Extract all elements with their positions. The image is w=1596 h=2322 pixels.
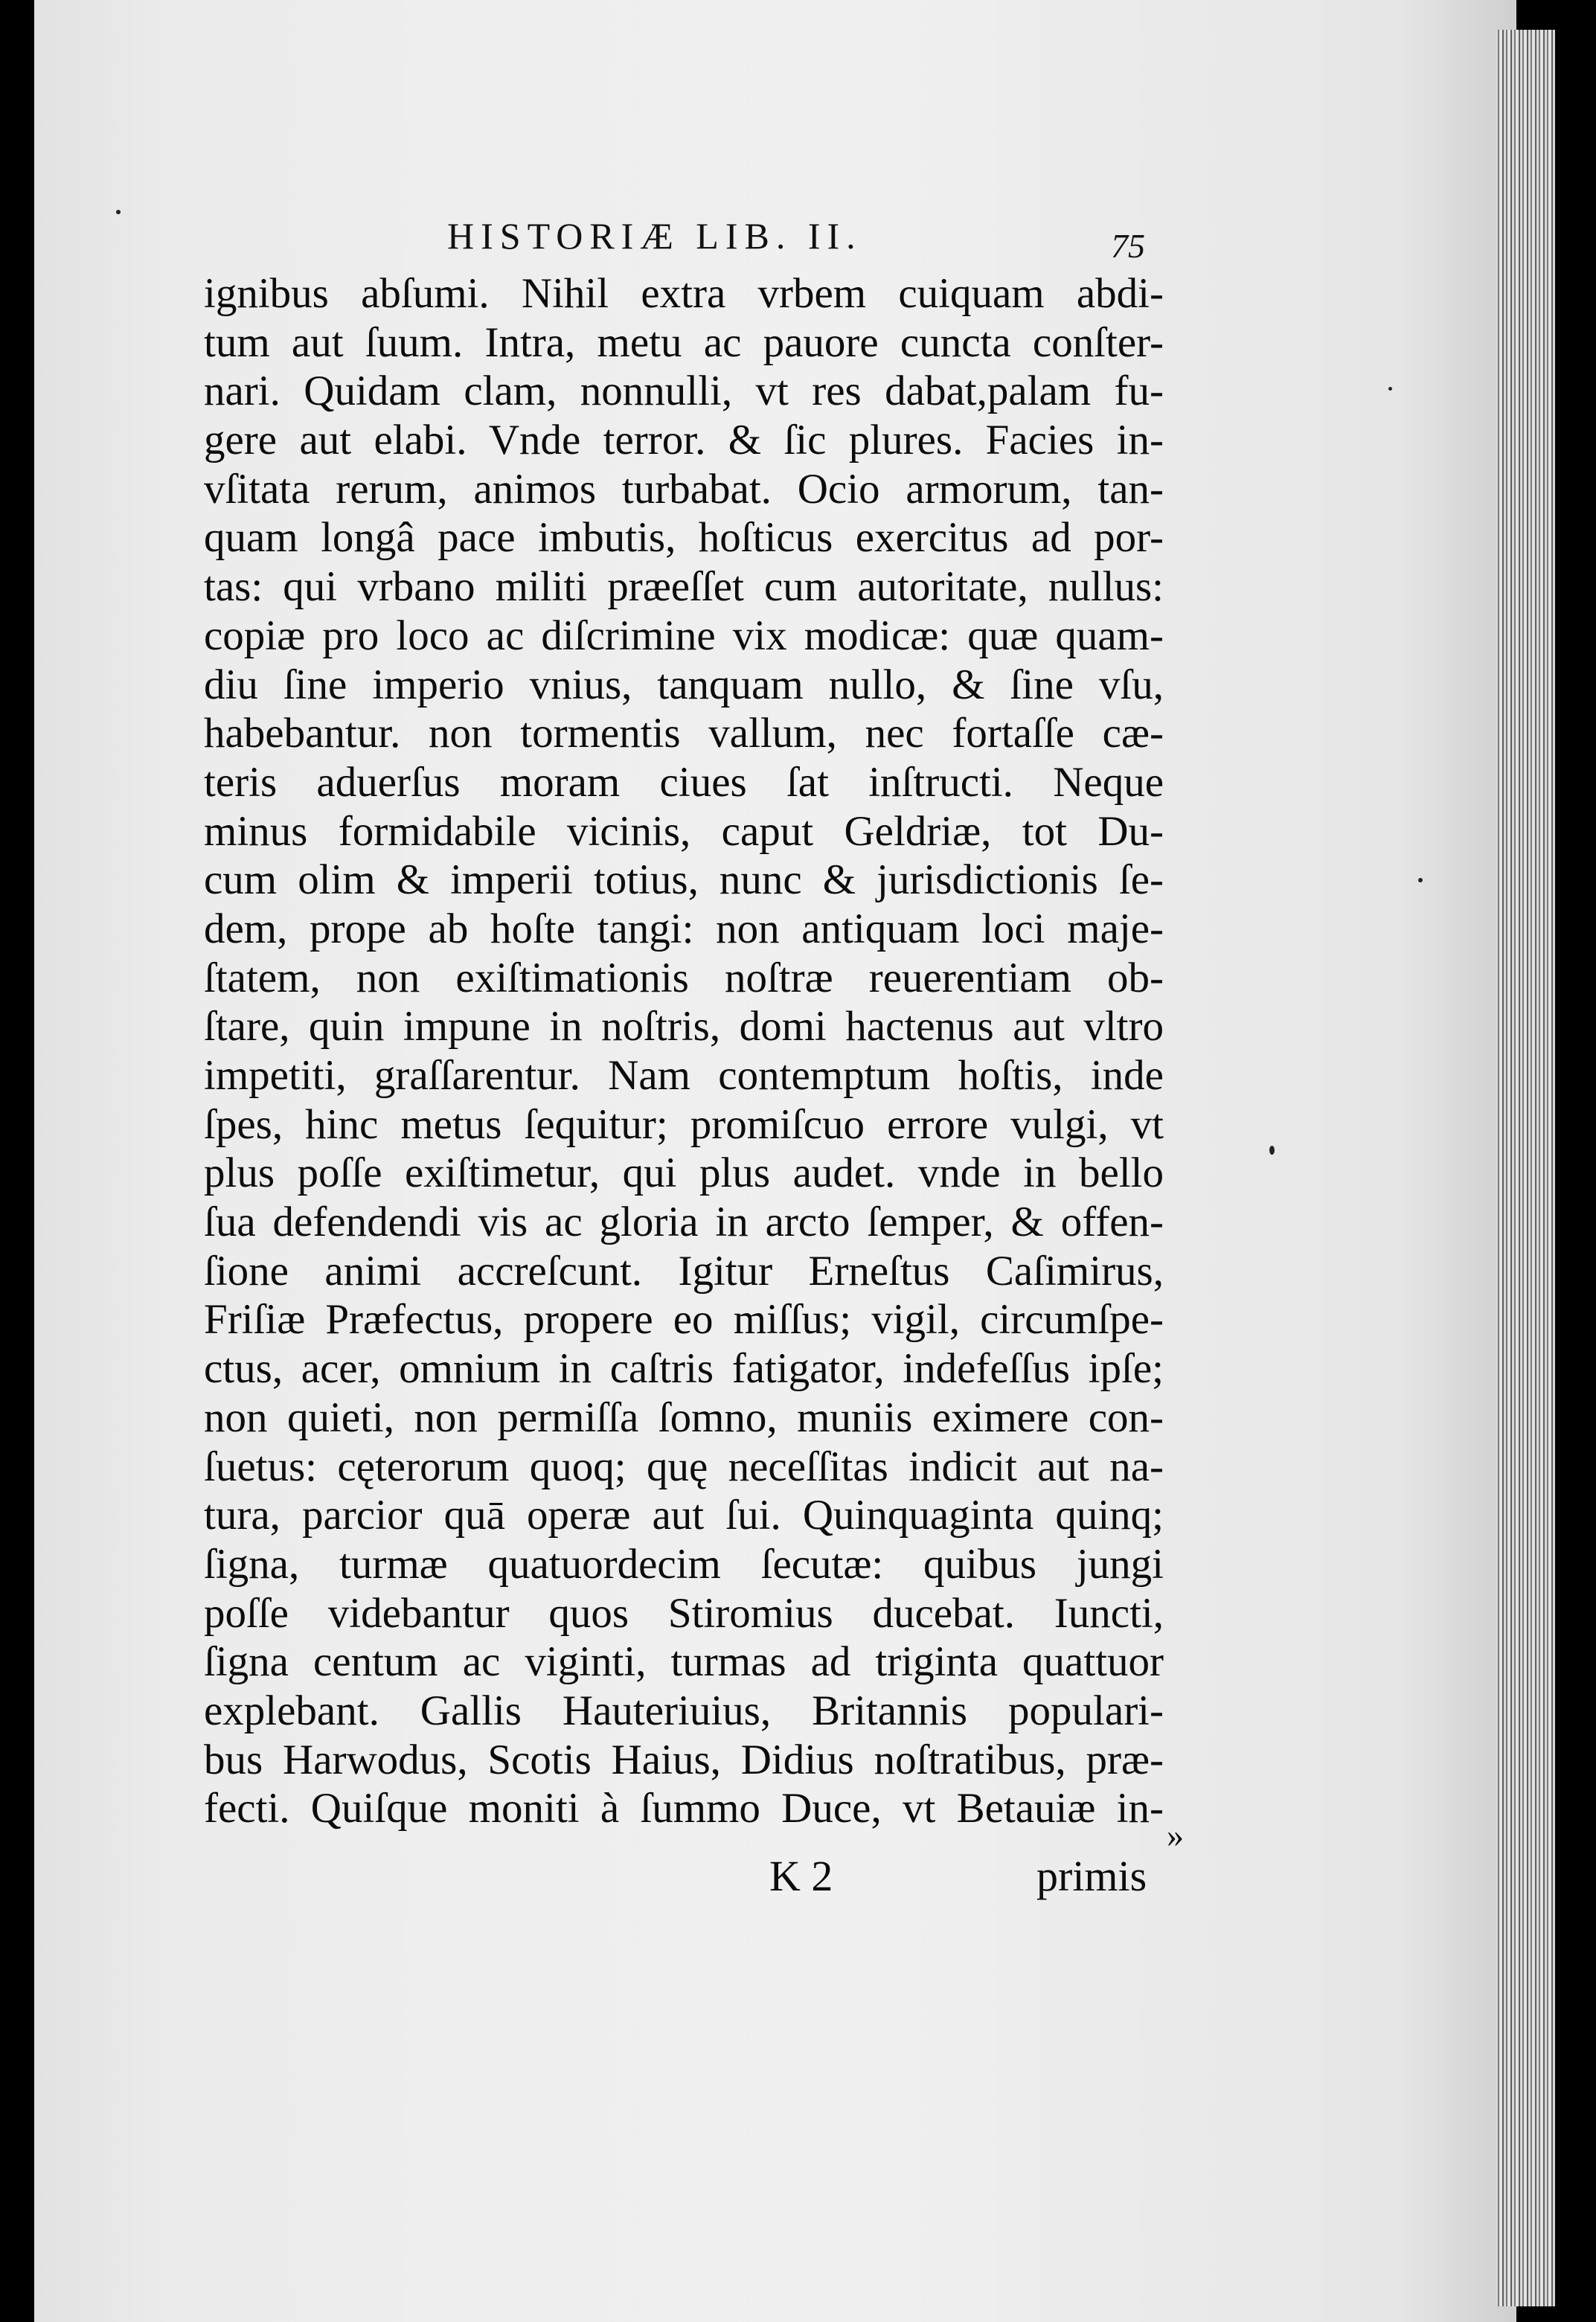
text-line: ctus, acer, omnium in caſtris fatigator, indefeſſus ipſe; xyxy=(204,1345,1164,1393)
text-line: explebant. Gallis Hauteriuius, Britannis populari- xyxy=(204,1687,1164,1734)
text-line: Friſiæ Præfectus, propere eo miſſus; vigil, circumſpe- xyxy=(204,1296,1164,1344)
text-line: dem, prope ab hoſte tangi: non antiquam loci maje- xyxy=(204,905,1164,952)
quotation-margin-mark: » xyxy=(1167,1816,1184,1854)
text-line: minus formidabile vicinis, caput Geldriæ, tot Du- xyxy=(204,807,1164,855)
page-number: 75 xyxy=(1111,227,1145,265)
catchword: primis xyxy=(1036,1852,1147,1900)
text-line: quam longâ pace imbutis, hoſticus exercitus ad por- xyxy=(204,514,1164,562)
ink-speck xyxy=(1388,387,1392,391)
text-line: cum olim & imperii totius, nunc & jurisdictionis ſe- xyxy=(204,856,1164,904)
stacked-page-edges xyxy=(1496,30,1555,2306)
text-line: tas: qui vrbano militi præeſſet cum autoritate, nullus: xyxy=(204,563,1164,611)
text-line: teris aduerſus moram ciues ſat inſtructi. Neque xyxy=(204,758,1164,806)
scan-background xyxy=(1555,0,1596,2322)
text-line: non quieti, non permiſſa ſomno, muniis eximere con- xyxy=(204,1393,1164,1441)
text-line: impetiti, graſſarentur. Nam contemptum hoſtis, inde xyxy=(204,1052,1164,1099)
text-line: ſua defendendi vis ac gloria in arcto ſemper, & offen- xyxy=(204,1199,1164,1246)
running-head: HISTORIÆ LIB. II. xyxy=(447,215,862,257)
text-line: poſſe videbantur quos Stiromius ducebat. Iuncti, xyxy=(204,1589,1164,1637)
signature-mark: K 2 xyxy=(769,1852,833,1900)
text-line: ſigna, turmæ quatuordecim ſecutæ: quibus jungi xyxy=(204,1540,1164,1588)
ink-speck xyxy=(116,210,121,214)
text-line: habebantur. non tormentis vallum, nec fortaſſe cæ- xyxy=(204,710,1164,757)
text-line: nari. Quidam clam, nonnulli, vt res dabat,palam fu- xyxy=(204,368,1164,415)
text-line: ſpes, hinc metus ſequitur; promiſcuo errore vulgi, vt xyxy=(204,1100,1164,1148)
text-line: tura, parcior quā operæ aut ſui. Quinquaginta quinq; xyxy=(204,1492,1164,1539)
text-line: fecti. Quiſque moniti à ſummo Duce, vt Betauiæ in- xyxy=(204,1785,1164,1832)
text-line: copiæ pro loco ac diſcrimine vix modicæ: quæ quam- xyxy=(204,612,1164,659)
text-line: ſione animi accreſcunt. Igitur Erneſtus Caſimirus, xyxy=(204,1247,1164,1295)
text-line: bus Harwodus, Scotis Haius, Didius noſtratibus, præ- xyxy=(204,1736,1164,1783)
text-line: ſuetus: cęterorum quoq; quę neceſſitas indicit aut na- xyxy=(204,1443,1164,1490)
text-line: vſitata rerum, animos turbabat. Ocio armorum, tan- xyxy=(204,465,1164,513)
text-line: plus poſſe exiſtimetur, qui plus audet. vnde in bello xyxy=(204,1149,1164,1197)
text-line: ignibus abſumi. Nihil extra vrbem cuiquam abdi- xyxy=(204,270,1164,317)
text-line: diu ſine imperio vnius, tanquam nullo, & ſine vſu, xyxy=(204,661,1164,708)
text-line: ſtare, quin impune in noſtris, domi hactenus aut vltro xyxy=(204,1003,1164,1051)
text-line: tum aut ſuum. Intra, metu ac pauore cuncta conſter- xyxy=(204,318,1164,366)
text-line: ſtatem, non exiſtimationis noſtræ reuerentiam ob- xyxy=(204,954,1164,1001)
ink-speck xyxy=(1418,878,1423,882)
body-text xyxy=(204,269,1164,1833)
text-line: ſigna centum ac viginti, turmas ad triginta quattuor xyxy=(204,1638,1164,1686)
text-line: gere aut elabi. Vnde terror. & ſic plures. Facies in- xyxy=(204,417,1164,464)
ink-speck xyxy=(1269,1146,1275,1155)
paper-page xyxy=(34,0,1516,2322)
